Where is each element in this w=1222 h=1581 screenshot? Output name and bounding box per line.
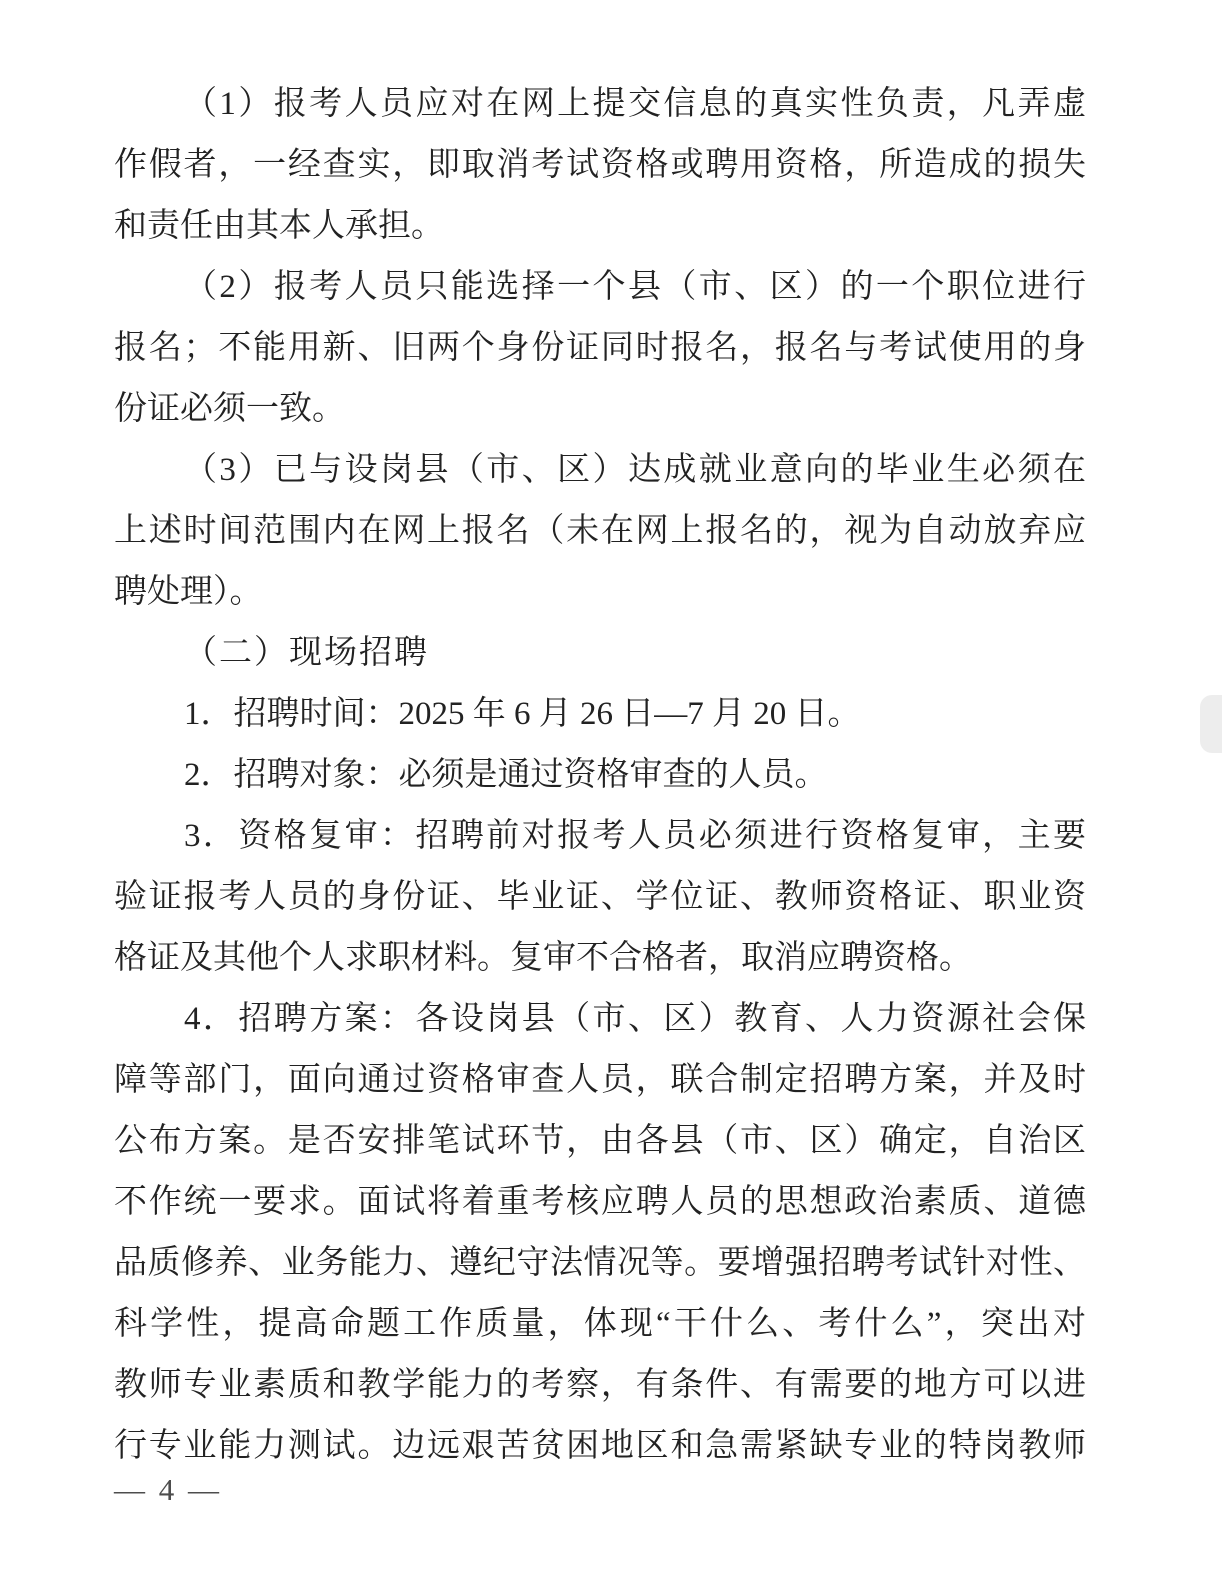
text-line: 行专业能力测试。边远艰苦贫困地区和急需紧缺专业的特岗教师 <box>114 1428 1086 1464</box>
text-line: 品质修养、业务能力、遵纪守法情况等。要增强招聘考试针对性、 <box>114 1245 1086 1281</box>
text-line: （2）报考人员只能选择一个县（市、区）的一个职位进行 <box>184 269 1086 305</box>
text-line: 和责任由其本人承担。 <box>114 208 444 244</box>
text-line: （3）已与设岗县（市、区）达成就业意向的毕业生必须在 <box>184 452 1086 488</box>
text-line: 教师专业素质和教学能力的考察，有条件、有需要的地方可以进 <box>114 1367 1086 1403</box>
text-line: 份证必须一致。 <box>114 391 345 427</box>
text-line: （1）报考人员应对在网上提交信息的真实性负责，凡弄虚 <box>184 86 1086 122</box>
list-item-recruitment-target: 2．招聘对象：必须是通过资格审查的人员。 <box>184 757 828 793</box>
text-line: 公布方案。是否安排笔试环节，由各县（市、区）确定，自治区 <box>114 1123 1086 1159</box>
text-line: 格证及其他个人求职材料。复审不合格者，取消应聘资格。 <box>114 940 972 976</box>
text-line: 报名；不能用新、旧两个身份证同时报名，报名与考试使用的身 <box>114 330 1086 366</box>
text-line: 上述时间范围内在网上报名（未在网上报名的，视为自动放弃应 <box>114 513 1086 549</box>
text-line: 3．资格复审：招聘前对报考人员必须进行资格复审，主要 <box>184 818 1086 854</box>
list-item-recruitment-time: 1．招聘时间：2025 年 6 月 26 日—7 月 20 日。 <box>184 696 861 732</box>
scrollbar-thumb[interactable] <box>1200 695 1222 753</box>
text-line: 不作统一要求。面试将着重考核应聘人员的思想政治素质、道德 <box>114 1184 1086 1220</box>
text-line: 聘处理）。 <box>114 574 263 610</box>
text-line: 作假者，一经查实，即取消考试资格或聘用资格，所造成的损失 <box>114 147 1086 183</box>
page-number: — 4 — <box>114 1472 222 1507</box>
section-heading-onsite-recruitment: （二）现场招聘 <box>184 635 429 671</box>
document-body <box>114 74 1086 1477</box>
text-line: 4．招聘方案：各设岗县（市、区）教育、人力资源社会保 <box>184 1001 1086 1037</box>
text-line: 验证报考人员的身份证、毕业证、学位证、教师资格证、职业资 <box>114 879 1086 915</box>
text-line: 科学性，提高命题工作质量，体现“干什么、考什么”，突出对 <box>114 1306 1086 1342</box>
text-line: 障等部门，面向通过资格审查人员，联合制定招聘方案，并及时 <box>114 1062 1086 1098</box>
